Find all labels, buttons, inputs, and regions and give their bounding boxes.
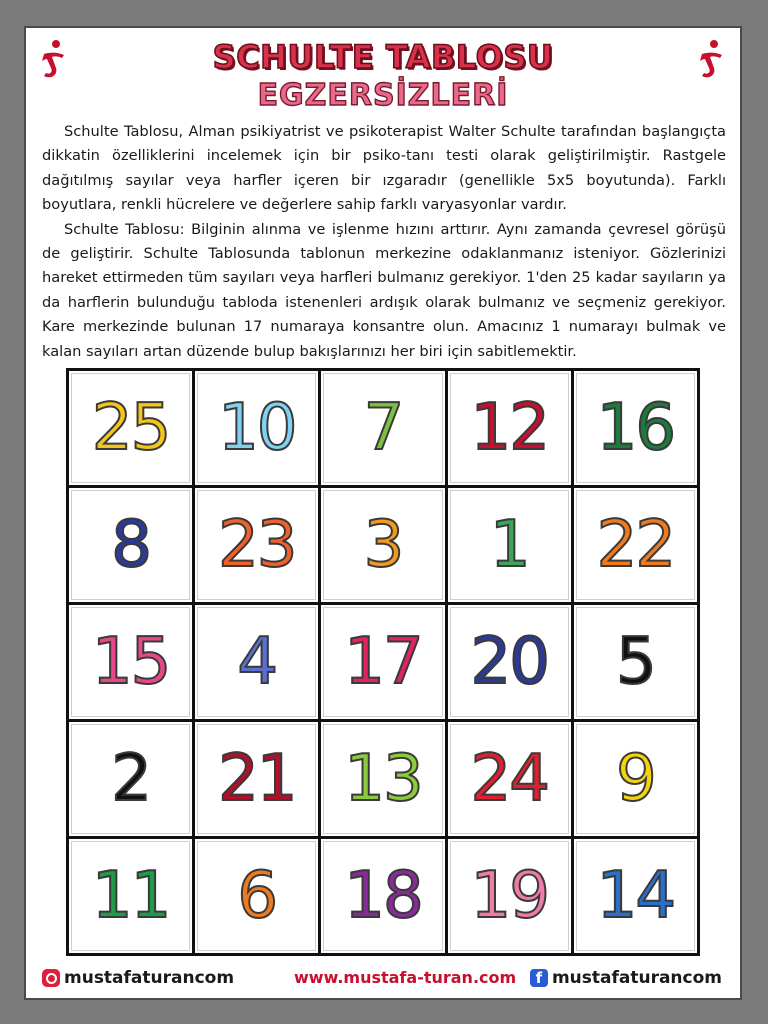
grid-number: 21: [218, 742, 296, 816]
description-paragraph-1: Schulte Tablosu, Alman psikiyatrist ve psikoterapist Walter Schulte tarafından başlangıçta dikkatin özelliklerini incelemek için bir psiko-tanı testi olarak geliştirilmiştir. Rastgele dağıtılmış sayılar veya harfler içeren bir ızgaradır (genellikle 5x5 boyutunda). Farklı boyutlara, renkli hücrelere ve değerlere sahip farklı varyasyonlar vardır.: [42, 123, 726, 214]
grid-cell[interactable]: [69, 488, 192, 602]
schulte-grid: [66, 368, 700, 956]
facebook-handle[interactable]: [530, 968, 722, 988]
grid-number: 1: [489, 508, 529, 582]
grid-number: 3: [363, 508, 403, 582]
instagram-icon: [42, 969, 60, 987]
grid-number: 23: [218, 508, 296, 582]
description-text: [42, 120, 726, 364]
grid-cell[interactable]: [574, 722, 697, 836]
grid-number: 5: [616, 625, 655, 699]
grid-cell[interactable]: [448, 839, 571, 953]
grid-number: 2: [111, 742, 150, 816]
grid-number: 18: [344, 859, 422, 933]
grid-cell[interactable]: [448, 488, 571, 602]
instagram-label: mustafaturancom: [64, 968, 235, 988]
grid-cell[interactable]: [321, 839, 444, 953]
footer: [26, 966, 740, 996]
grid-number: 4: [237, 625, 277, 699]
grid-cell[interactable]: [69, 722, 192, 836]
grid-cell[interactable]: [321, 488, 444, 602]
grid-number: 7: [363, 391, 403, 465]
grid-number: 13: [344, 742, 422, 816]
grid-cell[interactable]: [195, 371, 318, 485]
grid-cell[interactable]: [321, 722, 444, 836]
grid-number: 10: [218, 391, 296, 465]
grid-cell[interactable]: [195, 605, 318, 719]
grid-cell[interactable]: [69, 371, 192, 485]
grid-number: 16: [596, 391, 675, 465]
grid-number: 22: [596, 508, 675, 582]
grid-number: 12: [470, 391, 548, 465]
grid-cell[interactable]: [448, 605, 571, 719]
grid-number: 19: [470, 859, 548, 933]
grid-cell[interactable]: [69, 605, 192, 719]
grid-number: 14: [596, 859, 675, 933]
grid-number: 17: [344, 625, 422, 699]
grid-number: 8: [111, 508, 150, 582]
grid-cell[interactable]: [574, 605, 697, 719]
facebook-label: mustafaturancom: [551, 968, 722, 988]
grid-cell[interactable]: [448, 371, 571, 485]
grid-cell[interactable]: [574, 371, 697, 485]
grid-cell[interactable]: [321, 371, 444, 485]
grid-number: 11: [91, 859, 170, 933]
facebook-icon: f: [530, 969, 548, 987]
grid-number: 15: [91, 625, 170, 699]
grid-cell[interactable]: [574, 488, 697, 602]
page-subtitle: EGZERSİZLERİ: [257, 78, 509, 113]
website-link[interactable]: www.mustafa-turan.com: [294, 968, 517, 987]
grid-cell[interactable]: [69, 839, 192, 953]
grid-cell[interactable]: [321, 605, 444, 719]
grid-number: 24: [470, 742, 548, 816]
grid-cell[interactable]: [574, 839, 697, 953]
description-paragraph-2: Schulte Tablosu: Bilginin alınma ve işlenme hızını arttırır. Aynı zamanda çevresel görüşü de geliştirir. Schulte Tablosunda tablonun merkezine odaklanmanız isteniyor. Gözlerinizi hareket ettirmeden tüm sayıları veya harfleri bulmanız gerekiyor. 1'den 25 kadar sayıların ya da harflerin bulunduğu tabloda istenenleri ardışık olarak bulmanız ve seçmeniz gerekiyor. Kare merkezinde bulunan 17 numaraya konsantre olun. Amacınız 1 numarayı bulmak ve kalan sayıları artan düzende bulup bakışlarınızı her biri için sabitlemektir.: [42, 220, 726, 360]
grid-number: 6: [237, 859, 277, 933]
grid-cell[interactable]: [195, 488, 318, 602]
grid-cell[interactable]: [195, 722, 318, 836]
grid-number: 25: [91, 391, 170, 465]
grid-number: 20: [470, 625, 548, 699]
grid-number: 9: [616, 742, 655, 816]
instagram-handle[interactable]: [42, 968, 234, 988]
grid-cell[interactable]: [195, 839, 318, 953]
grid-cell[interactable]: [448, 722, 571, 836]
worksheet-page: [24, 26, 742, 1000]
page-title: SCHULTE TABLOSU: [212, 38, 554, 76]
